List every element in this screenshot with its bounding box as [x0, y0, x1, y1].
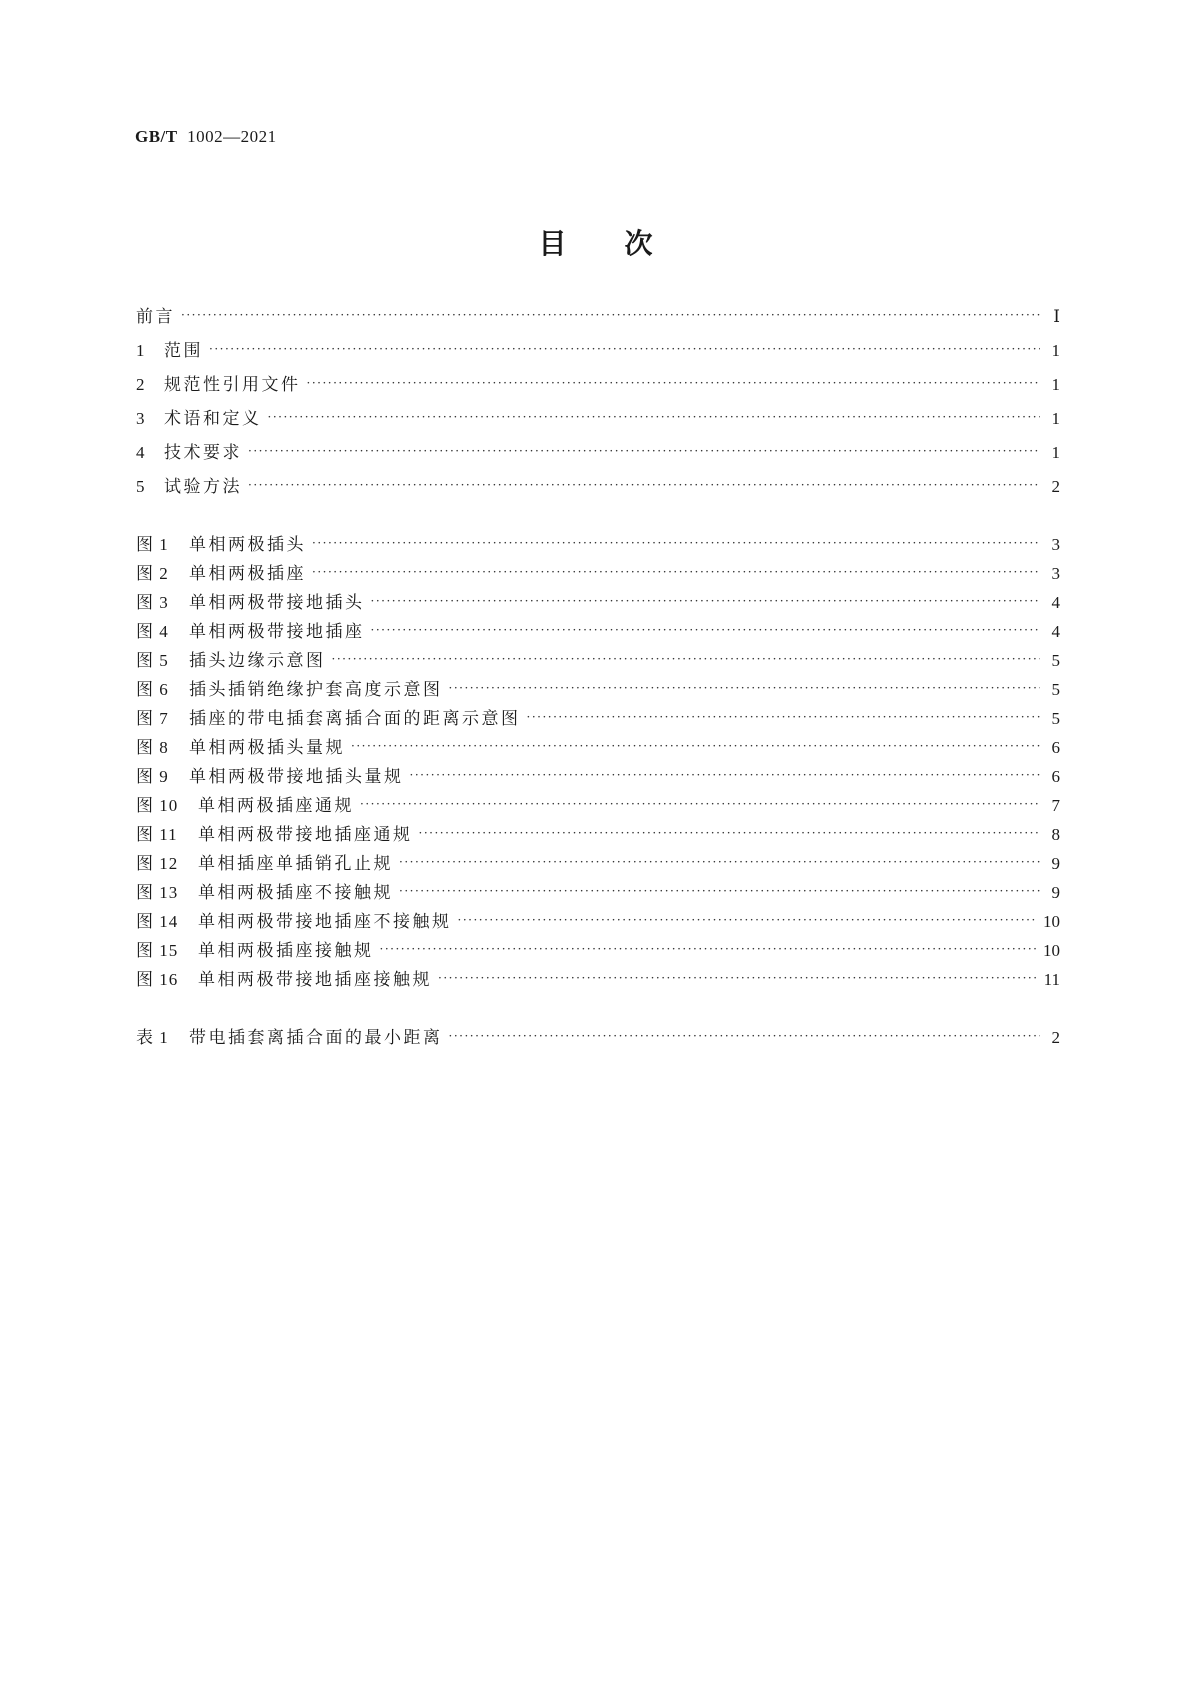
dot-leader: [268, 404, 1041, 430]
toc-entry-label: 单相两极插座: [189, 564, 306, 584]
toc-entry-page: 10: [1043, 912, 1060, 931]
toc-entry-page: 11: [1043, 970, 1060, 989]
toc-entry-page: 1: [1051, 443, 1060, 462]
toc-entry-number: 1: [136, 341, 146, 360]
dot-leader: [181, 302, 1040, 328]
toc-entry-label: 插头边缘示意图: [189, 651, 326, 671]
toc-entry-number: 2: [136, 375, 146, 394]
toc-entry-label: 单相两极带接地插座接触规: [198, 970, 432, 990]
toc-entry-label: 单相两极带接地插座通规: [198, 825, 413, 845]
toc-entry-number: 5: [136, 477, 146, 496]
toc-entry-number: 图 15: [136, 941, 179, 960]
toc-entry-label: 单相两极插座不接触规: [198, 883, 393, 903]
toc-entry-page: 6: [1051, 767, 1060, 786]
dot-leader: [248, 438, 1040, 464]
dot-leader: [332, 646, 1041, 672]
toc-entry-page: 4: [1051, 622, 1060, 641]
toc-entry-number: 图 16: [136, 970, 179, 989]
toc-entry-page: 6: [1051, 738, 1060, 757]
toc-entry-page: 5: [1051, 651, 1060, 670]
dot-leader: [399, 849, 1040, 875]
toc-entry-figure[interactable]: [136, 619, 1060, 645]
toc-entry-section[interactable]: [136, 406, 1060, 432]
dot-leader: [307, 370, 1041, 396]
toc-entry-figure[interactable]: [136, 532, 1060, 558]
toc-entry-page: Ⅰ: [1053, 307, 1060, 326]
dot-leader: [449, 1023, 1041, 1049]
standard-code: [135, 127, 277, 147]
dot-leader: [438, 965, 1038, 991]
toc-entry-number: 图 10: [136, 796, 179, 815]
toc-entry-label: 技术要求: [164, 443, 242, 463]
toc-entry-label: 带电插套离插合面的最小距离: [189, 1028, 443, 1048]
toc-entry-page: 9: [1051, 854, 1060, 873]
toc-entry-label: 单相两极带接地插头: [189, 593, 365, 613]
toc-entry-number: 图 4: [136, 622, 169, 641]
dot-leader: [360, 791, 1040, 817]
toc-entry-number: 图 14: [136, 912, 179, 931]
dot-leader: [209, 336, 1040, 362]
toc-entry-page: 5: [1051, 709, 1060, 728]
toc-entry-page: 10: [1043, 941, 1060, 960]
toc-entry-figure[interactable]: [136, 764, 1060, 790]
toc-entry-label: 前言: [136, 307, 175, 327]
toc-entry-label: 单相两极插座接触规: [198, 941, 374, 961]
toc-entry-page: 1: [1051, 375, 1060, 394]
dot-leader: [410, 762, 1041, 788]
dot-leader: [449, 675, 1041, 701]
toc-entry-number: 3: [136, 409, 146, 428]
toc-entry-number: 图 8: [136, 738, 169, 757]
toc-entry-figure[interactable]: [136, 706, 1060, 732]
toc-entry-section[interactable]: [136, 474, 1060, 500]
toc-entry-label: 规范性引用文件: [164, 375, 301, 395]
toc-entry-page: 3: [1051, 535, 1060, 554]
toc-entry-number: 图 7: [136, 709, 169, 728]
toc-entry-section[interactable]: [136, 338, 1060, 364]
toc-entry-figure[interactable]: [136, 938, 1060, 964]
toc-entry-figure[interactable]: [136, 909, 1060, 935]
toc-entry-label: 单相两极带接地插座: [189, 622, 365, 642]
toc-entry-page: 7: [1051, 796, 1060, 815]
toc-entry-foreword[interactable]: [136, 304, 1060, 330]
toc-entry-table[interactable]: [136, 1025, 1060, 1051]
dot-leader: [312, 530, 1040, 556]
toc-entry-number: 图 11: [136, 825, 178, 844]
toc-entry-figure[interactable]: [136, 851, 1060, 877]
toc-entry-number: 图 1: [136, 535, 169, 554]
toc-entry-label: 插头插销绝缘护套高度示意图: [189, 680, 443, 700]
toc-entry-number: 图 9: [136, 767, 169, 786]
toc-entry-section[interactable]: [136, 372, 1060, 398]
toc-entry-page: 5: [1051, 680, 1060, 699]
dot-leader: [371, 588, 1041, 614]
toc-entry-number: 图 5: [136, 651, 169, 670]
toc-entry-label: 单相两极插头: [189, 535, 306, 555]
dot-leader: [351, 733, 1040, 759]
toc-entry-label: 单相插座单插销孔止规: [198, 854, 393, 874]
toc-entry-label: 单相两极带接地插座不接触规: [198, 912, 452, 932]
toc-entry-page: 3: [1051, 564, 1060, 583]
dot-leader: [419, 820, 1041, 846]
toc-entry-figure[interactable]: [136, 880, 1060, 906]
toc-entry-number: 图 2: [136, 564, 169, 583]
toc-entry-label: 插座的带电插套离插合面的距离示意图: [189, 709, 521, 729]
toc-entry-page: 1: [1051, 341, 1060, 360]
toc-entry-figure[interactable]: [136, 793, 1060, 819]
dot-leader: [371, 617, 1041, 643]
dot-leader: [399, 878, 1040, 904]
toc-entry-label: 范围: [164, 341, 203, 361]
toc-entry-page: 2: [1051, 1028, 1060, 1047]
toc-entry-label: 单相两极插头量规: [189, 738, 345, 758]
toc-entry-page: 2: [1051, 477, 1060, 496]
toc-entry-number: 表 1: [136, 1028, 169, 1047]
dot-leader: [527, 704, 1041, 730]
toc-entry-number: 图 3: [136, 593, 169, 612]
toc-entry-number: 图 12: [136, 854, 179, 873]
toc-entry-page: 1: [1051, 409, 1060, 428]
toc-entry-figure[interactable]: [136, 967, 1060, 993]
toc-entry-page: 8: [1051, 825, 1060, 844]
toc-entry-figure[interactable]: [136, 590, 1060, 616]
dot-leader: [248, 472, 1040, 498]
toc-entry-figure[interactable]: [136, 677, 1060, 703]
dot-leader: [312, 559, 1040, 585]
toc-entry-label: 单相两极带接地插头量规: [189, 767, 404, 787]
toc-entry-label: 单相两极插座通规: [198, 796, 354, 816]
toc-entry-figure[interactable]: [136, 735, 1060, 761]
standard-number: 1002—2021: [187, 127, 277, 146]
toc-entry-label: 试验方法: [164, 477, 242, 497]
toc-entry-section[interactable]: [136, 440, 1060, 466]
toc-entry-page: 9: [1051, 883, 1060, 902]
toc-entry-figure[interactable]: [136, 561, 1060, 587]
toc-entry-figure[interactable]: [136, 648, 1060, 674]
toc-entry-number: 图 13: [136, 883, 179, 902]
page-title: 目次: [538, 227, 711, 260]
toc-entry-label: 术语和定义: [164, 409, 262, 429]
toc-entry-number: 4: [136, 443, 146, 462]
toc-entry-figure[interactable]: [136, 822, 1060, 848]
toc-entry-number: 图 6: [136, 680, 169, 699]
dot-leader: [458, 907, 1038, 933]
standard-prefix: GB/T: [135, 127, 178, 146]
toc-entry-page: 4: [1051, 593, 1060, 612]
dot-leader: [380, 936, 1038, 962]
